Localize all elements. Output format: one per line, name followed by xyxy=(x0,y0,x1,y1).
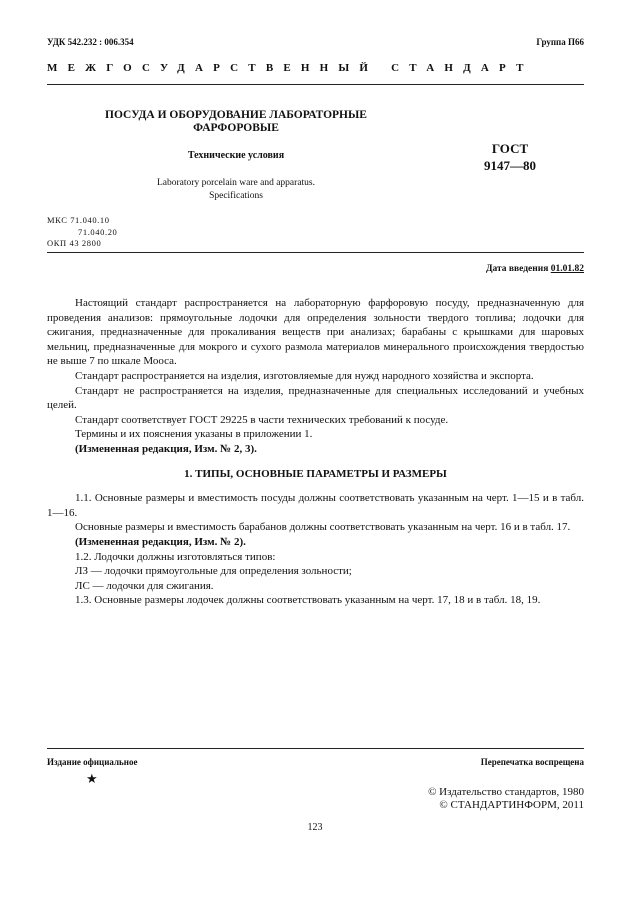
main-body xyxy=(47,296,584,608)
gost-label: ГОСТ xyxy=(491,141,529,156)
copyright-standartinform: © СТАНДАРТИНФОРМ, 2011 xyxy=(439,799,584,811)
classifiers xyxy=(47,215,117,250)
group-code: Группа П66 xyxy=(536,37,584,47)
boat-type-lz: ЛЗ — лодочки прямоугольные для определения зольности; xyxy=(75,565,352,578)
copyright-block xyxy=(428,786,584,812)
paragraph-terms: Термины и их пояснения указаны в приложении 1. xyxy=(75,428,313,441)
okp-code: ОКП 43 2800 xyxy=(47,238,102,248)
udk-code: УДК 542.232 : 006.354 xyxy=(47,37,134,47)
copyright-publisher: © Издательство стандартов, 1980 xyxy=(428,786,584,798)
star-icon: ★ xyxy=(86,771,98,786)
title-line-1: ПОСУДА И ОБОРУДОВАНИЕ ЛАБОРАТОРНЫЕ xyxy=(105,109,367,121)
introduction-date xyxy=(486,264,584,274)
page-number: 123 xyxy=(307,822,323,833)
english-title xyxy=(80,177,392,203)
document-title xyxy=(80,109,392,135)
paragraph-scope: Настоящий стандарт распространяется на лабораторную фарфоровую посуду, предназначенную для проведения анализов: прямоугольные лодочки для определения зольности твердого топлива; лодочки для сжигания, предназначенные для прокаливания веществ при анализах; барабаны с крышками для шаровых мельниц, предназначенные для мокрого и сухого размола материалов минерального происхождения твердостью не выше 7 по шкале Мооса. xyxy=(47,297,584,368)
introduction-date-value: 01.01.82 xyxy=(550,264,584,274)
english-title-line-2: Specifications xyxy=(209,191,263,201)
document-subtitle: Технические условия xyxy=(187,150,285,161)
gost-number: 9147—80 xyxy=(484,158,536,173)
boat-type-ls: ЛС — лодочки для сжигания. xyxy=(75,579,214,592)
title-rule xyxy=(47,252,584,253)
paragraph-amendment: (Измененная редакция, Изм. № 2, 3). xyxy=(75,442,257,455)
clause-1-1-drums: Основные размеры и вместимость барабанов должны соответствовать указанным на черт. 16 и в табл. 17. xyxy=(75,521,571,534)
mks-code-1: МКС 71.040.10 xyxy=(47,215,110,225)
paragraph-application: Стандарт распространяется на изделия, изготовляемые для нужд народного хозяйства и экспорта. xyxy=(75,369,534,382)
reprint-prohibited: Перепечатка воспрещена xyxy=(480,757,584,767)
paragraph-exclusion: Стандарт не распространяется на изделия, предназначенные для специальных исследований и учебных целей. xyxy=(47,384,584,412)
title-line-2: ФАРФОРОВЫЕ xyxy=(193,122,279,134)
clause-1-2: 1.2. Лодочки должны изготовляться типов: xyxy=(75,550,276,563)
clause-1-1: 1.1. Основные размеры и вместимость посуды должны соответствовать указанным на черт. 1—15 и в табл. 1—16. xyxy=(47,492,584,519)
official-edition: Издание официальное xyxy=(47,757,138,767)
gost-designation xyxy=(460,140,560,174)
mks-code-2: 71.040.20 xyxy=(78,226,118,237)
english-title-line-1: Laboratory porcelain ware and apparatus. xyxy=(157,178,315,188)
clause-amendment: (Измененная редакция, Изм. № 2). xyxy=(75,535,246,548)
clause-1-3: 1.3. Основные размеры лодочек должны соответствовать указанным на черт. 17, 18 и в табл. 18, 19. xyxy=(75,594,541,607)
section-1-heading: 1. ТИПЫ, ОСНОВНЫЕ ПАРАМЕТРЫ И РАЗМЕРЫ xyxy=(184,467,447,480)
footer-rule xyxy=(47,748,584,749)
standard-banner: МЕЖГОСУДАРСТВЕННЫЙ СТАНДАРТ xyxy=(47,62,534,74)
header-rule xyxy=(47,84,584,85)
paragraph-conformity: Стандарт соответствует ГОСТ 29225 в части технических требований к посуде. xyxy=(75,413,449,426)
introduction-date-label: Дата введения xyxy=(485,264,549,274)
